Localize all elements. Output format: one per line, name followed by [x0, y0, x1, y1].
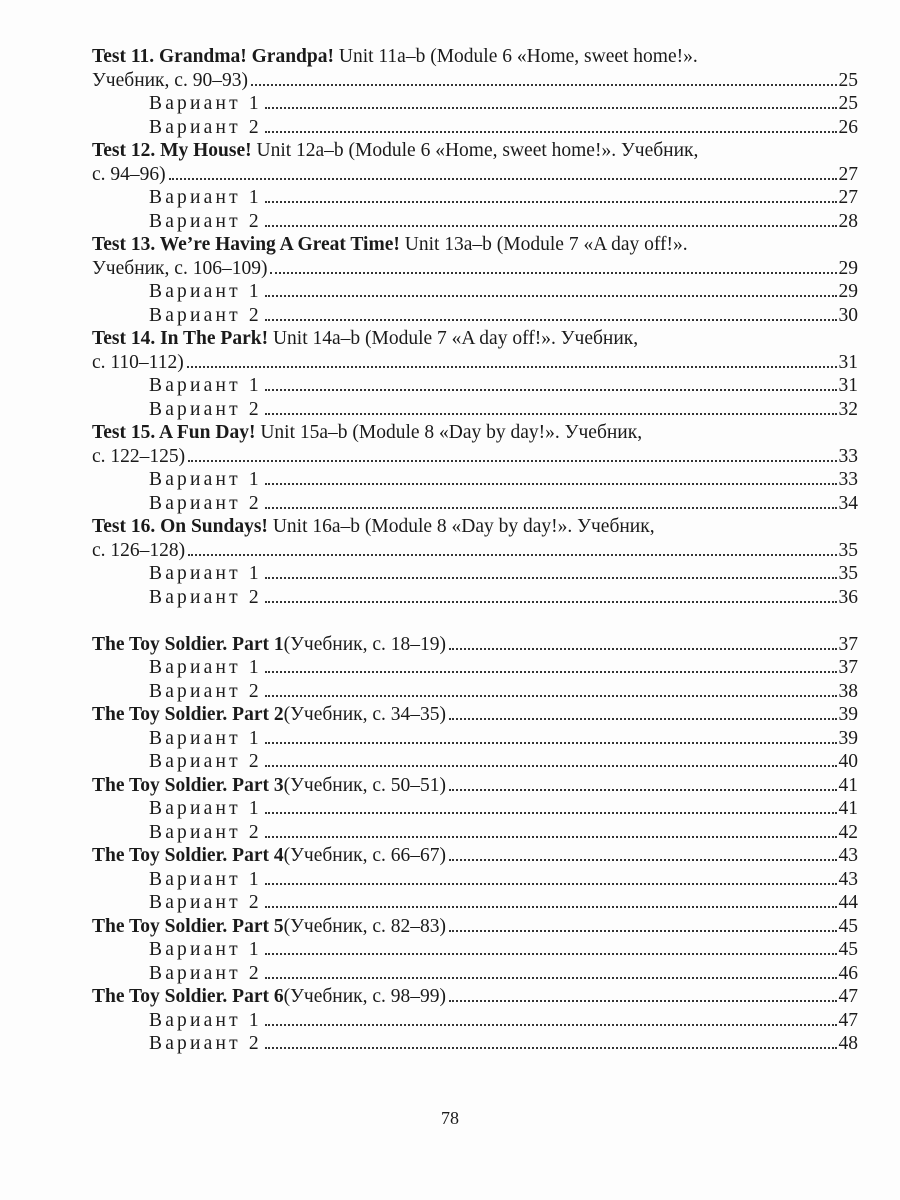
toc-entry-test-13 [92, 233, 858, 327]
variant-label: Вариант 1 [149, 93, 262, 114]
page-ref: 39 [838, 704, 858, 725]
entry-reference: с. 126–128) [92, 539, 186, 561]
entry-description: Unit 12a–b (Module 6 «Home, sweet home!». Учебник, [251, 140, 699, 161]
page-ref: 41 [838, 774, 858, 796]
dot-leader [265, 107, 837, 109]
toc-entry-toy-soldier-part-2 [92, 703, 858, 774]
entry-title: The Toy Soldier. Part 6 [92, 986, 284, 1007]
page-ref: 45 [838, 915, 858, 937]
page-ref: 37 [838, 633, 858, 655]
page-ref: 36 [838, 586, 858, 608]
variant-row [92, 821, 858, 845]
variant-row [92, 562, 858, 586]
entry-title: Test 14. In The Park! [92, 328, 269, 349]
dot-leader [265, 295, 837, 297]
variant-label: Вариант 1 [149, 1009, 262, 1031]
dot-leader [187, 366, 837, 368]
page-ref: 47 [838, 986, 858, 1007]
dot-leader [265, 695, 837, 697]
page-ref: 41 [838, 798, 858, 819]
dot-leader [265, 131, 837, 133]
variant-label: Вариант 2 [149, 821, 262, 843]
variant-label: Вариант 2 [149, 751, 262, 772]
dot-leader [265, 413, 837, 415]
table-of-contents [92, 45, 858, 1056]
page-ref: 38 [838, 680, 858, 702]
dot-leader [265, 507, 837, 509]
dot-leader [265, 812, 837, 814]
entry-title: Test 16. On Sundays! [92, 516, 268, 537]
dot-leader [169, 178, 837, 180]
page-ref: 29 [838, 257, 858, 279]
page-ref: 25 [838, 93, 858, 114]
toc-entry-test-14 [92, 327, 858, 421]
variant-row [92, 1009, 858, 1033]
page-ref: 37 [838, 657, 858, 678]
page-ref: 42 [838, 821, 858, 843]
variant-label: Вариант 2 [149, 116, 262, 138]
page-ref: 43 [838, 868, 858, 890]
page-ref: 45 [838, 939, 858, 960]
toc-entry-test-16 [92, 515, 858, 609]
page-ref: 27 [838, 163, 858, 185]
dot-leader [449, 648, 836, 650]
dot-leader [265, 742, 837, 744]
page-ref: 33 [838, 469, 858, 490]
variant-row [92, 280, 858, 304]
variant-label: Вариант 1 [149, 187, 262, 208]
entry-reference: Учебник, с. 90–93) [92, 69, 248, 91]
dot-leader [265, 671, 837, 673]
dot-leader [270, 272, 836, 274]
entry-title: The Toy Soldier. Part 4 [92, 845, 284, 866]
dot-leader [265, 389, 837, 391]
entry-reference: (Учебник, с. 34–35) [283, 704, 447, 725]
page-ref: 43 [838, 845, 858, 866]
entry-description: Unit 14a–b (Module 7 «A day off!». Учебник, [268, 328, 639, 349]
dot-leader [265, 601, 837, 603]
entry-title: Test 11. Grandma! Grandpa! [92, 46, 334, 67]
page-ref: 30 [838, 304, 858, 326]
entry-description: Unit 16a–b (Module 8 «Day by day!». Учебник, [267, 516, 655, 537]
variant-label: Вариант 2 [149, 892, 262, 913]
variant-label: Вариант 1 [149, 375, 262, 396]
page-ref: 40 [838, 751, 858, 772]
toc-entry-test-12 [92, 139, 858, 233]
dot-leader [265, 765, 837, 767]
page-ref: 31 [838, 375, 858, 396]
variant-row [92, 398, 858, 422]
entry-title: Test 12. My House! [92, 140, 252, 161]
toc-entry-toy-soldier-part-5 [92, 915, 858, 986]
entry-title: The Toy Soldier. Part 5 [92, 915, 284, 937]
variant-row [92, 116, 858, 140]
entry-title: Test 15. A Fun Day! [92, 422, 256, 443]
variant-label: Вариант 2 [149, 304, 262, 326]
variant-row [92, 1032, 858, 1056]
entry-reference: с. 110–112) [92, 351, 184, 373]
entry-reference: с. 122–125) [92, 445, 186, 467]
dot-leader [449, 930, 836, 932]
dot-leader [265, 225, 837, 227]
variant-label: Вариант 2 [149, 210, 262, 232]
toc-entry-toy-soldier-part-3 [92, 774, 858, 845]
variant-row [92, 797, 858, 821]
dot-leader [188, 460, 836, 462]
variant-row [92, 891, 858, 915]
variant-row [92, 750, 858, 774]
entry-reference: (Учебник, с. 50–51) [283, 774, 447, 796]
dot-leader [251, 84, 837, 86]
page-ref: 35 [838, 563, 858, 584]
variant-row [92, 962, 858, 986]
variant-row [92, 374, 858, 398]
variant-label: Вариант 1 [149, 939, 262, 960]
variant-row [92, 727, 858, 751]
dot-leader [449, 1000, 836, 1002]
variant-row [92, 938, 858, 962]
entry-title: Test 13. We’re Having A Great Time! [92, 234, 400, 255]
page-ref: 44 [838, 892, 858, 913]
variant-row [92, 656, 858, 680]
toc-entry-test-11 [92, 45, 858, 139]
toc-entry-toy-soldier-part-1 [92, 633, 858, 704]
variant-label: Вариант 1 [149, 798, 262, 819]
page-ref: 47 [838, 1009, 858, 1031]
page-ref: 26 [838, 116, 858, 138]
variant-label: Вариант 2 [149, 398, 262, 420]
page-ref: 31 [838, 351, 858, 373]
page-ref: 33 [838, 445, 858, 467]
variant-label: Вариант 1 [149, 281, 262, 302]
page-ref: 29 [838, 281, 858, 302]
page-ref: 32 [838, 398, 858, 420]
entry-reference: с. 94–96) [92, 163, 166, 185]
variant-label: Вариант 2 [149, 586, 262, 608]
variant-row [92, 586, 858, 610]
page-ref: 34 [838, 492, 858, 514]
dot-leader [265, 201, 837, 203]
dot-leader [265, 483, 837, 485]
page-ref: 46 [838, 962, 858, 984]
dot-leader [449, 718, 836, 720]
dot-leader [265, 319, 837, 321]
page-ref: 28 [838, 210, 858, 232]
variant-label: Вариант 1 [149, 657, 262, 678]
variant-label: Вариант 2 [149, 680, 262, 702]
variant-label: Вариант 1 [149, 727, 262, 749]
variant-label: Вариант 1 [149, 469, 262, 490]
page-ref: 25 [838, 69, 858, 91]
page-ref: 27 [838, 187, 858, 208]
entry-description: Unit 15a–b (Module 8 «Day by day!». Учебник, [255, 422, 643, 443]
variant-row [92, 210, 858, 234]
dot-leader [265, 953, 837, 955]
variant-row [92, 186, 858, 210]
dot-leader [188, 554, 836, 556]
entry-reference: (Учебник, с. 18–19) [283, 633, 447, 655]
toc-entry-toy-soldier-part-4 [92, 844, 858, 915]
variant-label: Вариант 2 [149, 492, 262, 514]
dot-leader [265, 906, 837, 908]
entry-description: Unit 13a–b (Module 7 «A day off!». [399, 234, 688, 255]
dot-leader [449, 859, 836, 861]
page-ref: 39 [838, 727, 858, 749]
entry-reference: (Учебник, с. 66–67) [283, 845, 447, 866]
variant-row [92, 492, 858, 516]
entry-reference: (Учебник, с. 98–99) [283, 986, 447, 1007]
variant-row [92, 304, 858, 328]
variant-row [92, 868, 858, 892]
dot-leader [265, 577, 837, 579]
variant-label: Вариант 2 [149, 962, 262, 984]
entry-title: The Toy Soldier. Part 3 [92, 774, 284, 796]
variant-row [92, 680, 858, 704]
page-number: 78 [441, 1108, 459, 1128]
dot-leader [265, 883, 837, 885]
dot-leader [265, 1047, 837, 1049]
variant-label: Вариант 1 [149, 563, 262, 584]
entry-title: The Toy Soldier. Part 1 [92, 633, 284, 655]
entry-title: The Toy Soldier. Part 2 [92, 704, 284, 725]
dot-leader [449, 789, 836, 791]
page-ref: 48 [838, 1033, 858, 1054]
variant-label: Вариант 1 [149, 868, 262, 890]
toc-entry-test-15 [92, 421, 858, 515]
dot-leader [265, 836, 837, 838]
variant-row [92, 468, 858, 492]
dot-leader [265, 1024, 837, 1026]
variant-label: Вариант 2 [149, 1033, 262, 1054]
entry-description: Unit 11a–b (Module 6 «Home, sweet home!». [333, 46, 698, 67]
toc-entry-toy-soldier-part-6 [92, 985, 858, 1056]
variant-row [92, 92, 858, 116]
entry-reference: (Учебник, с. 82–83) [283, 915, 447, 937]
page-ref: 35 [838, 539, 858, 561]
dot-leader [265, 977, 837, 979]
entry-reference: Учебник, с. 106–109) [92, 257, 268, 279]
